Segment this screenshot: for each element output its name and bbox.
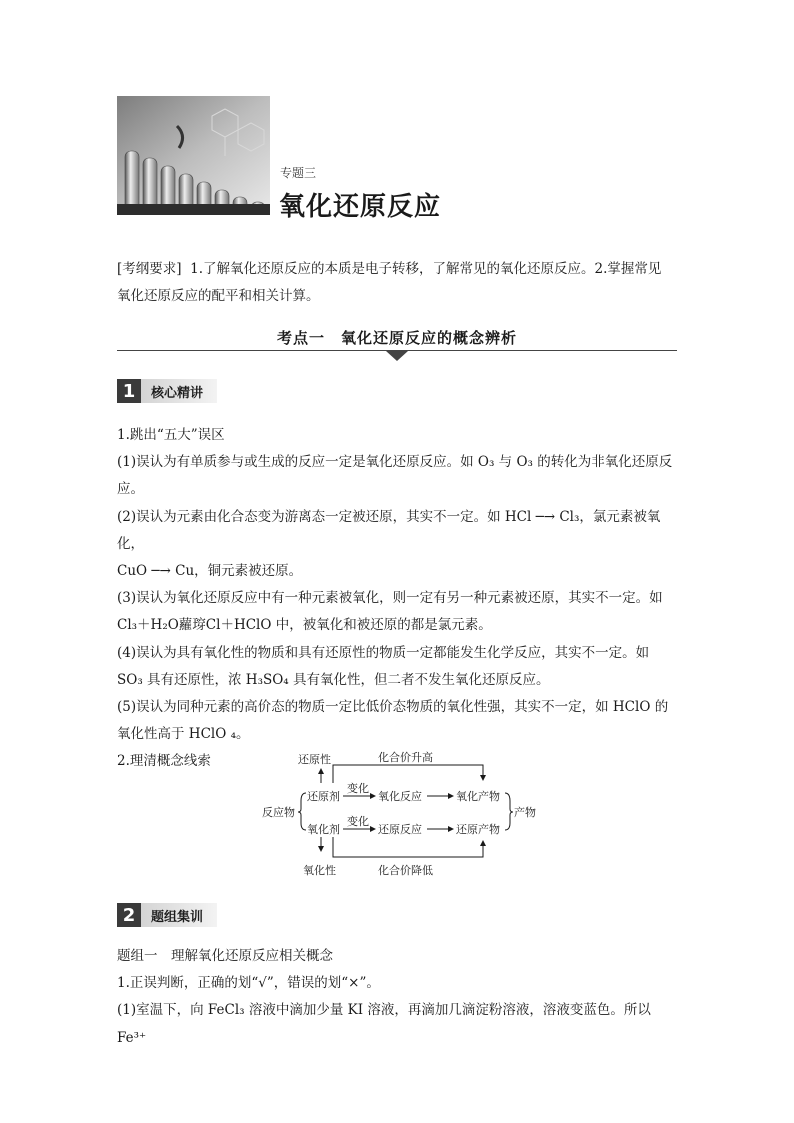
heading-concept-line: 2.理清概念线索 <box>117 753 211 770</box>
section-label: 题组集训 <box>141 903 217 927</box>
label-reducer: 还原剂 <box>307 790 340 803</box>
point-4-line2: SO₃ 具有还原性，浓 H₃SO₄ 具有氧化性，但二者不发生氧化还原反应。 <box>117 671 550 688</box>
concept-diagram <box>258 745 538 885</box>
point-5-line2: 氧化性高于 HClO ₄。 <box>117 726 250 743</box>
point-1-line1: (1)误认为有单质参与或生成的反应一定是氧化还原反应。如 O₃ 与 O₃ 的转化为非氧化还原反 <box>117 454 673 471</box>
section-number: 2 <box>117 903 141 927</box>
label-valence-down: 化合价降低 <box>378 864 433 877</box>
point-3-line2: Cl₃＋H₂O蘿瑏Cl＋HClO 中，被氧化和被还原的都是氯元素。 <box>117 617 492 634</box>
point-2-line1: (2)误认为元素由化合态变为游离态一定被还原，其实不一定。如 HCl ─→ Cl₃，氯元素被氧化， <box>117 508 661 552</box>
label-reduction-reaction: 还原反应 <box>378 823 422 836</box>
keypoint-title: 考点一 氧化还原反应的概念辨析 <box>276 329 517 347</box>
label-change-top: 变化 <box>347 782 369 795</box>
label-oxidation-product: 氧化产物 <box>456 790 500 803</box>
requirements-label: [考纲要求] <box>117 261 182 277</box>
point-1-line2: 应。 <box>117 481 144 498</box>
label-reactant: 反应物 <box>262 806 295 819</box>
label-reducibility: 还原性 <box>298 753 331 766</box>
group-title: 题组一 理解氧化还原反应相关概念 <box>117 948 333 964</box>
test-tubes-illustration <box>117 96 270 215</box>
point-2-line2: CuO ─→ Cu，铜元素被还原。 <box>117 563 303 580</box>
point-3-line1: (3)误认为氧化还原反应中有一种元素被氧化，则一定有另一种元素被还原，其实不一定。如 <box>117 590 663 607</box>
label-reduction-product: 还原产物 <box>456 823 500 836</box>
label-valence-up: 化合价升高 <box>378 751 433 764</box>
point-4-line1: (4)误认为具有氧化性的物质和具有还原性的物质一定都能发生化学反应，其实不一定。如 <box>117 644 650 661</box>
header-photo <box>117 96 270 215</box>
section-header-core <box>117 379 217 403</box>
chapter-subtitle: 专题三 <box>280 166 317 180</box>
label-oxidation-reaction: 氧化反应 <box>378 790 422 803</box>
point-5-line1: (5)误认为同种元素的高价态的物质一定比低价态物质的氧化性强，其实不一定，如 HClO 的 <box>117 699 669 716</box>
practice-content <box>117 943 681 1052</box>
chapter-title: 氧化还原反应 <box>279 192 442 222</box>
core-content <box>117 422 681 776</box>
label-oxidizer: 氧化剂 <box>307 823 340 836</box>
syllabus-requirements <box>117 256 681 310</box>
requirements-line1: 1.了解氧化还原反应的本质是电子转移，了解常见的氧化还原反应。2.掌握常见 <box>190 261 662 277</box>
section-number: 1 <box>117 379 141 403</box>
section-header-practice <box>117 903 217 927</box>
heading-misconceptions: 1.跳出“五大”误区 <box>117 427 225 443</box>
section-label: 核心精讲 <box>141 379 217 403</box>
label-oxidizability: 氧化性 <box>303 864 336 877</box>
label-change-bottom: 变化 <box>347 815 369 828</box>
question-1: 1.正误判断，正确的划“√”，错误的划“×”。 <box>117 975 380 992</box>
keypoint-triangle-marker <box>386 351 408 361</box>
requirements-line2: 氧化还原反应的配平和相关计算。 <box>117 288 320 304</box>
label-product: 产物 <box>514 806 536 819</box>
question-1-1: (1)室温下，向 FeCl₃ 溶液中滴加少量 KI 溶液，再滴加几滴淀粉溶液，溶液变蓝色。所以 Fe³⁺ <box>117 1002 651 1046</box>
